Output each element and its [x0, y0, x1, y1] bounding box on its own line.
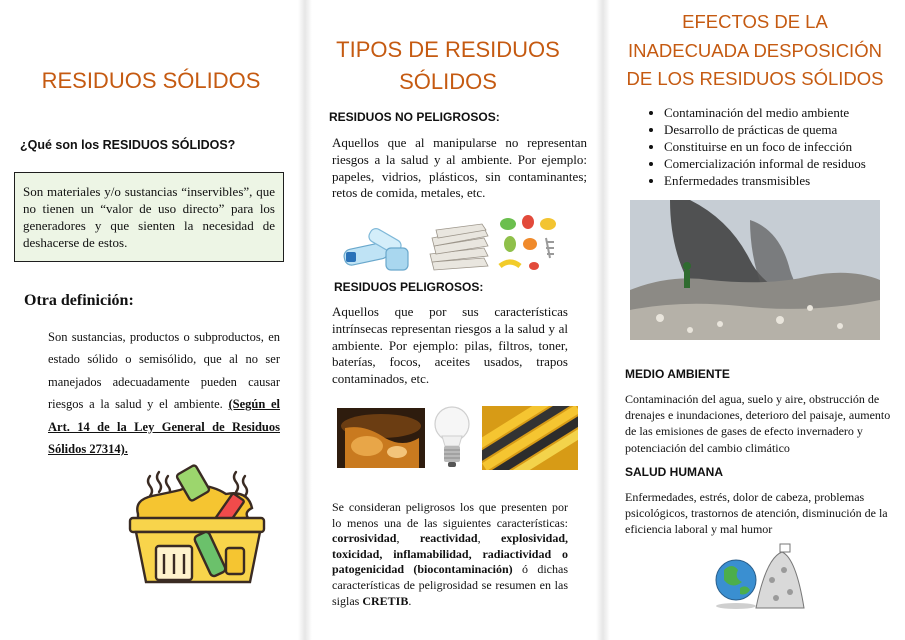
health-text: Enfermedades, estrés, dolor de cabeza, problemas psicológicos, trastornos de atención, disminución de la eficiencia laboral y mal humor [625, 490, 888, 537]
panel-middle-title: TIPOS DE RESIDUOS SÓLIDOS [336, 37, 560, 94]
cretib-acronym: CRETIB [362, 593, 409, 608]
panel-middle [312, 0, 602, 640]
term-patogenicidad: patogenicidad [332, 562, 405, 577]
burning-dump-photo [630, 200, 880, 340]
other-definition-body: Son sustancias, productos o subproductos, en estado sólido o semisólido, que al no ser manejados adecuadamente pueden causar riesgos a la salud y el ambiente. [48, 330, 280, 412]
effect-item: • Desarrollo de prácticas de quema [664, 121, 905, 138]
paper-stack-photo [426, 222, 492, 272]
non-hazardous-text: Aquellos que al manipularse no representan riesgos a la salud y al ambiente. Por ejemplo: papeles, vidrios, plásticos, sin contaminantes; retos de comida, metales, etc. [332, 135, 587, 201]
hazardous-text: Aquellos que por sus características intrínsecas representan riesgos a la salud y al ambiente. Por ejemplo: pilas, filtros, toner, baterías, focos, aceites usados, trapos contaminados, etc. [332, 304, 568, 387]
other-definition-heading: Otra definición: [24, 292, 134, 309]
cretib-tail: ó dichas características de peligrosidad se resumen en las siglas [332, 562, 568, 608]
plastic-bottles-photo [342, 228, 412, 274]
term-reactividad: reactividad [419, 531, 478, 546]
environment-text: Contaminación del agua, suelo y aire, obstrucción de drenajes e inundaciones, deterioro del paisaje, aumento de las emisiones de gases de efecto invernadero y potenciación del cambio climático [625, 392, 891, 455]
food-waste-photo [496, 214, 562, 276]
used-oil-photo [337, 408, 425, 468]
light-bulb-photo [432, 404, 472, 472]
health-heading: SALUD HUMANA [625, 465, 723, 479]
panel-right-title: EFECTOS DE LA INADECUADA DESPOSICIÓN DE LOS RESIDUOS SÓLIDOS [626, 11, 884, 89]
other-definition-text [48, 326, 280, 460]
panel-right [610, 0, 905, 640]
cretib-comma-3: , [565, 531, 569, 546]
batteries-photo [482, 406, 578, 470]
environment-heading: MEDIO AMBIENTE [625, 367, 730, 381]
question-heading: ¿Qué son los RESIDUOS SÓLIDOS? [20, 138, 236, 152]
effects-list [634, 104, 905, 189]
polluted-earth-illustration [710, 540, 806, 610]
definition-box [14, 172, 284, 262]
effect-item: • Constituirse en un foco de infección [664, 138, 905, 155]
hazardous-heading: RESIDUOS PELIGROSOS: [334, 280, 484, 294]
effect-item: • Contaminación del medio ambiente [664, 104, 905, 121]
cretib-comma-2: , [477, 531, 481, 546]
cretib-paragraph [332, 500, 568, 609]
effect-item: • Enfermedades transmisibles [664, 172, 905, 189]
term-radiactividad: radiactividad [482, 546, 552, 561]
cretib-end: . [408, 593, 412, 608]
term-biocontaminacion: (biocontaminación) [413, 562, 513, 577]
panel-left-title: RESIDUOS SÓLIDOS [41, 68, 261, 93]
cretib-intro: Se consideran peligrosos los que presenten por lo menos una de las siguientes características: [332, 500, 568, 530]
fold-line-1 [298, 0, 312, 640]
trash-bin-illustration [118, 462, 278, 586]
term-explosividad: explosividad [500, 531, 566, 546]
non-hazardous-heading: RESIDUOS NO PELIGROSOS: [329, 110, 500, 124]
cretib-comma-4: , [379, 546, 383, 561]
cretib-comma-5: , [468, 546, 472, 561]
definition-text: Son materiales y/o sustancias “inservibles”, que no tienen un “valor de uso directo” para los generadores y que sienten la necesidad de deshacerse de estos. [23, 184, 275, 250]
law-citation: (Según el Art. 14 de la Ley General de Residuos Sólidos 27314). [48, 397, 281, 457]
term-corrosividad: corrosividad [332, 531, 397, 546]
effect-item: • Comercialización informal de residuos [664, 155, 905, 172]
fold-line-2 [596, 0, 610, 640]
cretib-or: o [562, 546, 568, 561]
cretib-comma-1: , [396, 531, 400, 546]
panel-left [0, 0, 300, 640]
term-toxicidad: toxicidad [332, 546, 380, 561]
term-inflamabilidad: inflamabilidad [393, 546, 469, 561]
